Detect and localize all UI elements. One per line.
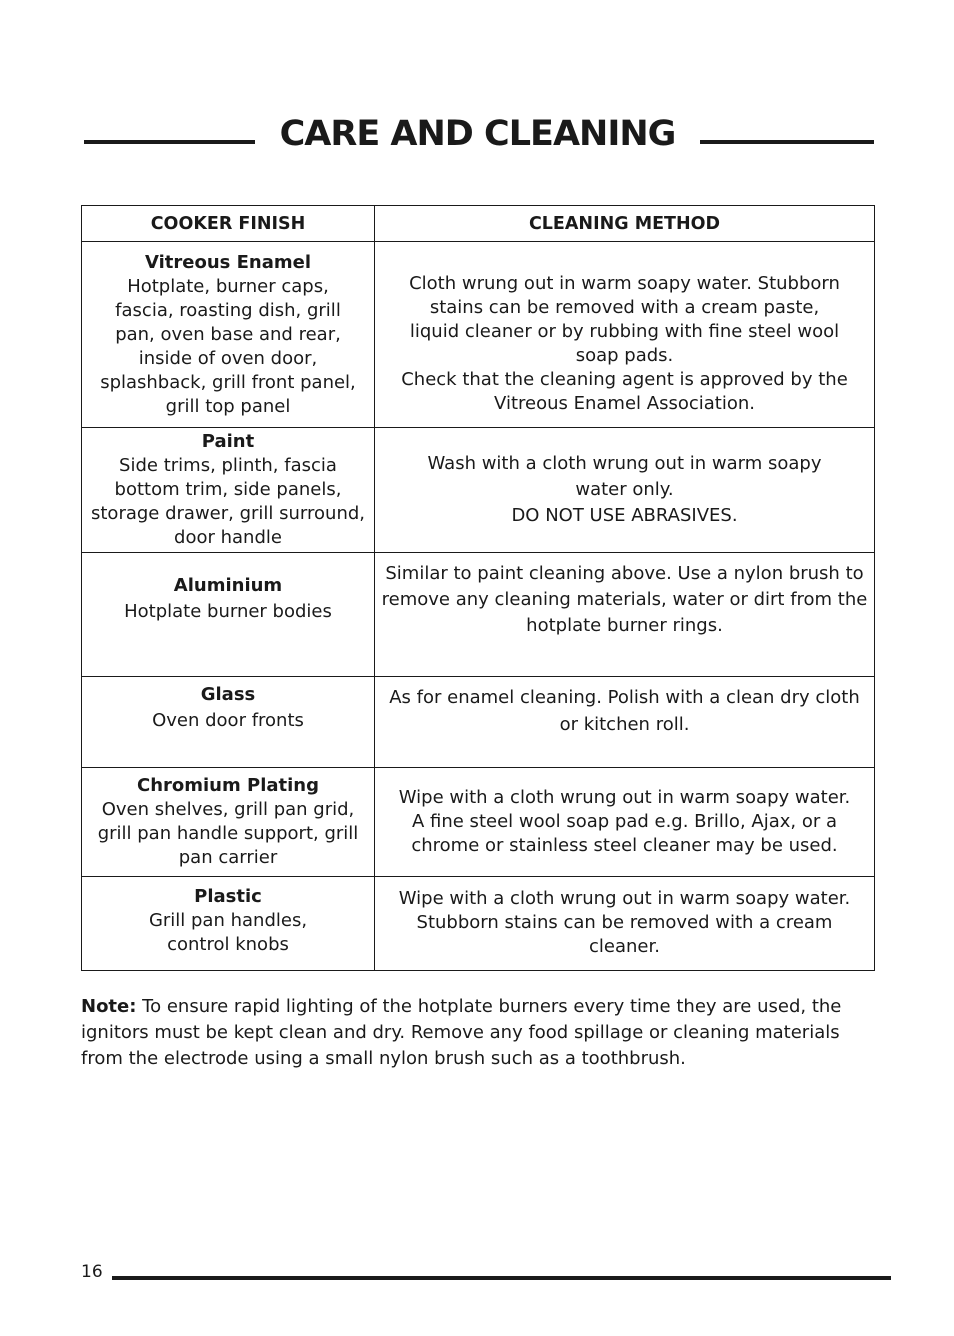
finish-items-line: Oven door fronts bbox=[152, 710, 304, 731]
finish-name: Glass bbox=[200, 684, 256, 705]
method-line: water only. bbox=[575, 479, 674, 500]
footer-rule bbox=[112, 1276, 891, 1280]
method-line: or kitchen roll. bbox=[559, 714, 690, 735]
finish-items-line: Hotplate burner bodies bbox=[124, 601, 332, 622]
page-title: CARE AND CLEANING bbox=[279, 114, 676, 154]
method-cell bbox=[375, 553, 875, 677]
table-row bbox=[82, 877, 875, 971]
method-line: remove any cleaning materials, water or dirt from the bbox=[381, 589, 868, 610]
method-line: cleaner. bbox=[589, 936, 660, 957]
finish-name: Chromium Plating bbox=[136, 775, 319, 796]
method-line: Stubborn stains can be removed with a cream bbox=[416, 912, 833, 933]
finish-cell bbox=[82, 768, 375, 877]
column-header-cleaning-method: CLEANING METHOD bbox=[375, 206, 875, 242]
table-row bbox=[82, 428, 875, 553]
care-table bbox=[81, 205, 875, 971]
finish-items-line: grill top panel bbox=[165, 395, 291, 417]
note-text: To ensure rapid lighting of the hotplate burners every time they are used, the ignitors must be kept clean and dry. Remove any food spillage or cleaning materials from the electrode using a small nylon brush such as a toothbrush. bbox=[81, 996, 842, 1069]
column-header-cooker-finish: COOKER FINISH bbox=[82, 206, 375, 242]
note-paragraph bbox=[81, 994, 874, 1072]
method-cell bbox=[375, 768, 875, 877]
finish-items-line: pan carrier bbox=[178, 847, 278, 868]
method-cell bbox=[375, 877, 875, 971]
method-line: As for enamel cleaning. Polish with a clean dry cloth bbox=[389, 687, 860, 708]
title-rule-left bbox=[84, 140, 255, 144]
method-line: liquid cleaner or by rubbing with fine steel wool bbox=[409, 320, 840, 342]
finish-items-line: Side trims, plinth, fascia bbox=[119, 455, 337, 476]
finish-cell bbox=[82, 677, 375, 768]
finish-items-line: grill pan handle support, grill bbox=[97, 823, 359, 844]
method-line: soap pads. bbox=[575, 344, 674, 366]
finish-items-line: splashback, grill front panel, bbox=[100, 371, 356, 393]
finish-cell bbox=[82, 553, 375, 677]
finish-items-line: pan, oven base and rear, bbox=[115, 323, 341, 345]
finish-name: Aluminium bbox=[173, 575, 283, 596]
finish-items-line: storage drawer, grill surround, bbox=[91, 503, 365, 524]
finish-name: Paint bbox=[201, 431, 255, 452]
table-header-row bbox=[82, 206, 875, 242]
method-line: Check that the cleaning agent is approved by the bbox=[401, 368, 848, 390]
finish-cell bbox=[82, 428, 375, 553]
table-row bbox=[82, 677, 875, 768]
finish-items-line: Grill pan handles, bbox=[148, 910, 308, 931]
method-line: chrome or stainless steel cleaner may be used. bbox=[411, 835, 838, 856]
method-cell bbox=[375, 677, 875, 768]
finish-items-line: bottom trim, side panels, bbox=[114, 479, 342, 500]
finish-items-line: Hotplate, burner caps, bbox=[127, 275, 329, 297]
finish-items-line: inside of oven door, bbox=[138, 347, 318, 369]
table-row bbox=[82, 768, 875, 877]
method-line: A fine steel wool soap pad e.g. Brillo, Ajax, or a bbox=[411, 811, 837, 832]
finish-name: Plastic bbox=[194, 886, 262, 907]
method-line: DO NOT USE ABRASIVES. bbox=[511, 505, 738, 526]
finish-cell bbox=[82, 242, 375, 428]
finish-items-line: fascia, roasting dish, grill bbox=[115, 299, 341, 321]
method-line: Wipe with a cloth wrung out in warm soapy water. bbox=[398, 787, 851, 808]
table-row bbox=[82, 242, 875, 428]
method-line: Similar to paint cleaning above. Use a nylon brush to bbox=[385, 563, 864, 584]
method-line: hotplate burner rings. bbox=[526, 615, 723, 636]
method-line: Vitreous Enamel Association. bbox=[494, 392, 755, 414]
finish-items-line: Oven shelves, grill pan grid, bbox=[101, 799, 355, 820]
title-rule-right bbox=[700, 140, 874, 144]
finish-items-line: door handle bbox=[174, 527, 282, 548]
finish-cell bbox=[82, 877, 375, 971]
method-line: Wipe with a cloth wrung out in warm soapy water. bbox=[398, 888, 851, 909]
method-line: Cloth wrung out in warm soapy water. Stubborn bbox=[409, 272, 840, 294]
note-label: Note: bbox=[81, 996, 137, 1017]
method-line: stains can be removed with a cream paste, bbox=[429, 296, 820, 318]
method-cell bbox=[375, 428, 875, 553]
method-cell bbox=[375, 242, 875, 428]
method-line: Wash with a cloth wrung out in warm soapy bbox=[427, 453, 822, 474]
table-row bbox=[82, 553, 875, 677]
finish-name: Vitreous Enamel bbox=[144, 251, 312, 273]
page-number: 16 bbox=[81, 1262, 103, 1282]
finish-items-line: control knobs bbox=[167, 934, 289, 955]
